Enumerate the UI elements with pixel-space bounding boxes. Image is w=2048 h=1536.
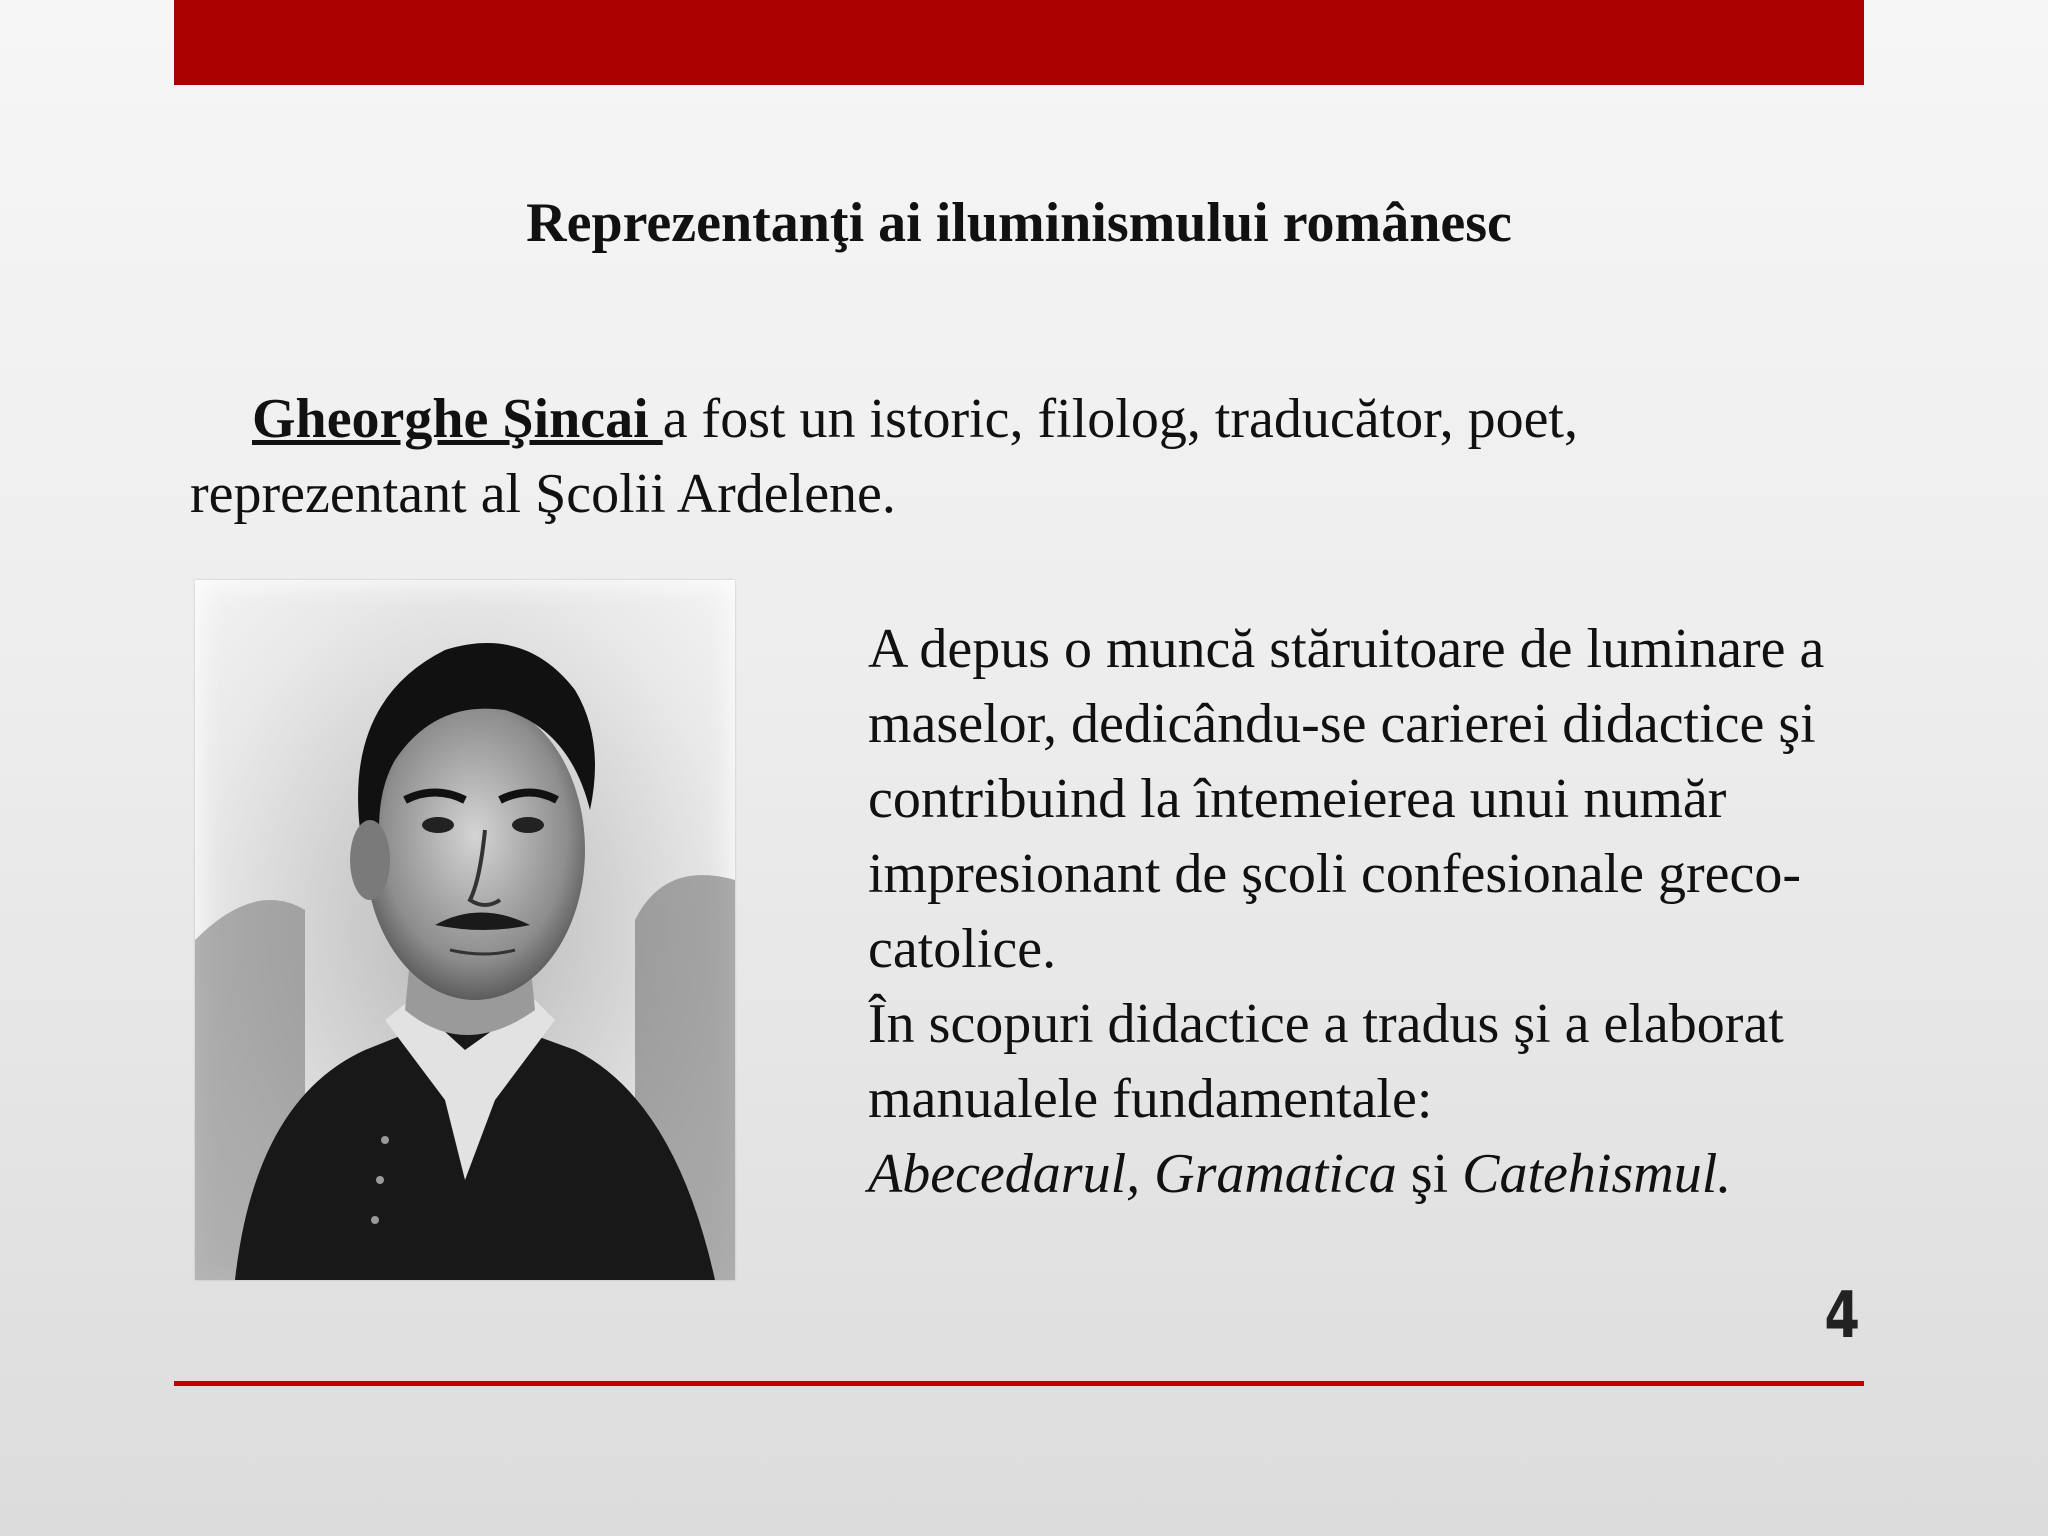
book-titles-1: Abecedarul, Gramatica	[868, 1143, 1397, 1205]
paragraph-manuals	[806, 987, 1836, 1212]
portrait-image	[195, 580, 735, 1280]
intro-text: a fost un istoric, filolog, traducător, poet, reprezentant al Şcolii Ardelene.	[190, 388, 1578, 525]
page-number: 4	[1824, 1279, 1860, 1353]
description	[806, 612, 1836, 1212]
bottom-rule	[174, 1381, 1864, 1386]
top-accent-bar	[174, 0, 1864, 85]
person-name: Gheorghe Şincai	[252, 388, 663, 450]
intro-paragraph	[190, 382, 1790, 532]
book-title-2: Catehismul.	[1462, 1143, 1732, 1205]
slide-title: Reprezentanţi ai iluminismului românesc	[526, 192, 1512, 254]
book-connector: şi	[1396, 1143, 1463, 1205]
paragraph-career: A depus o muncă stăruitoare de luminare a maselor, dedicându-se carierei didactice şi contribuind la întemeierea unui număr impresionant de şcoli confesionale greco-catolice.	[868, 618, 1825, 980]
manuals-text: În scopuri didactice a tradus şi a elaborat manualele fundamentale:	[868, 993, 1784, 1130]
portrait-drawing	[195, 580, 735, 1280]
